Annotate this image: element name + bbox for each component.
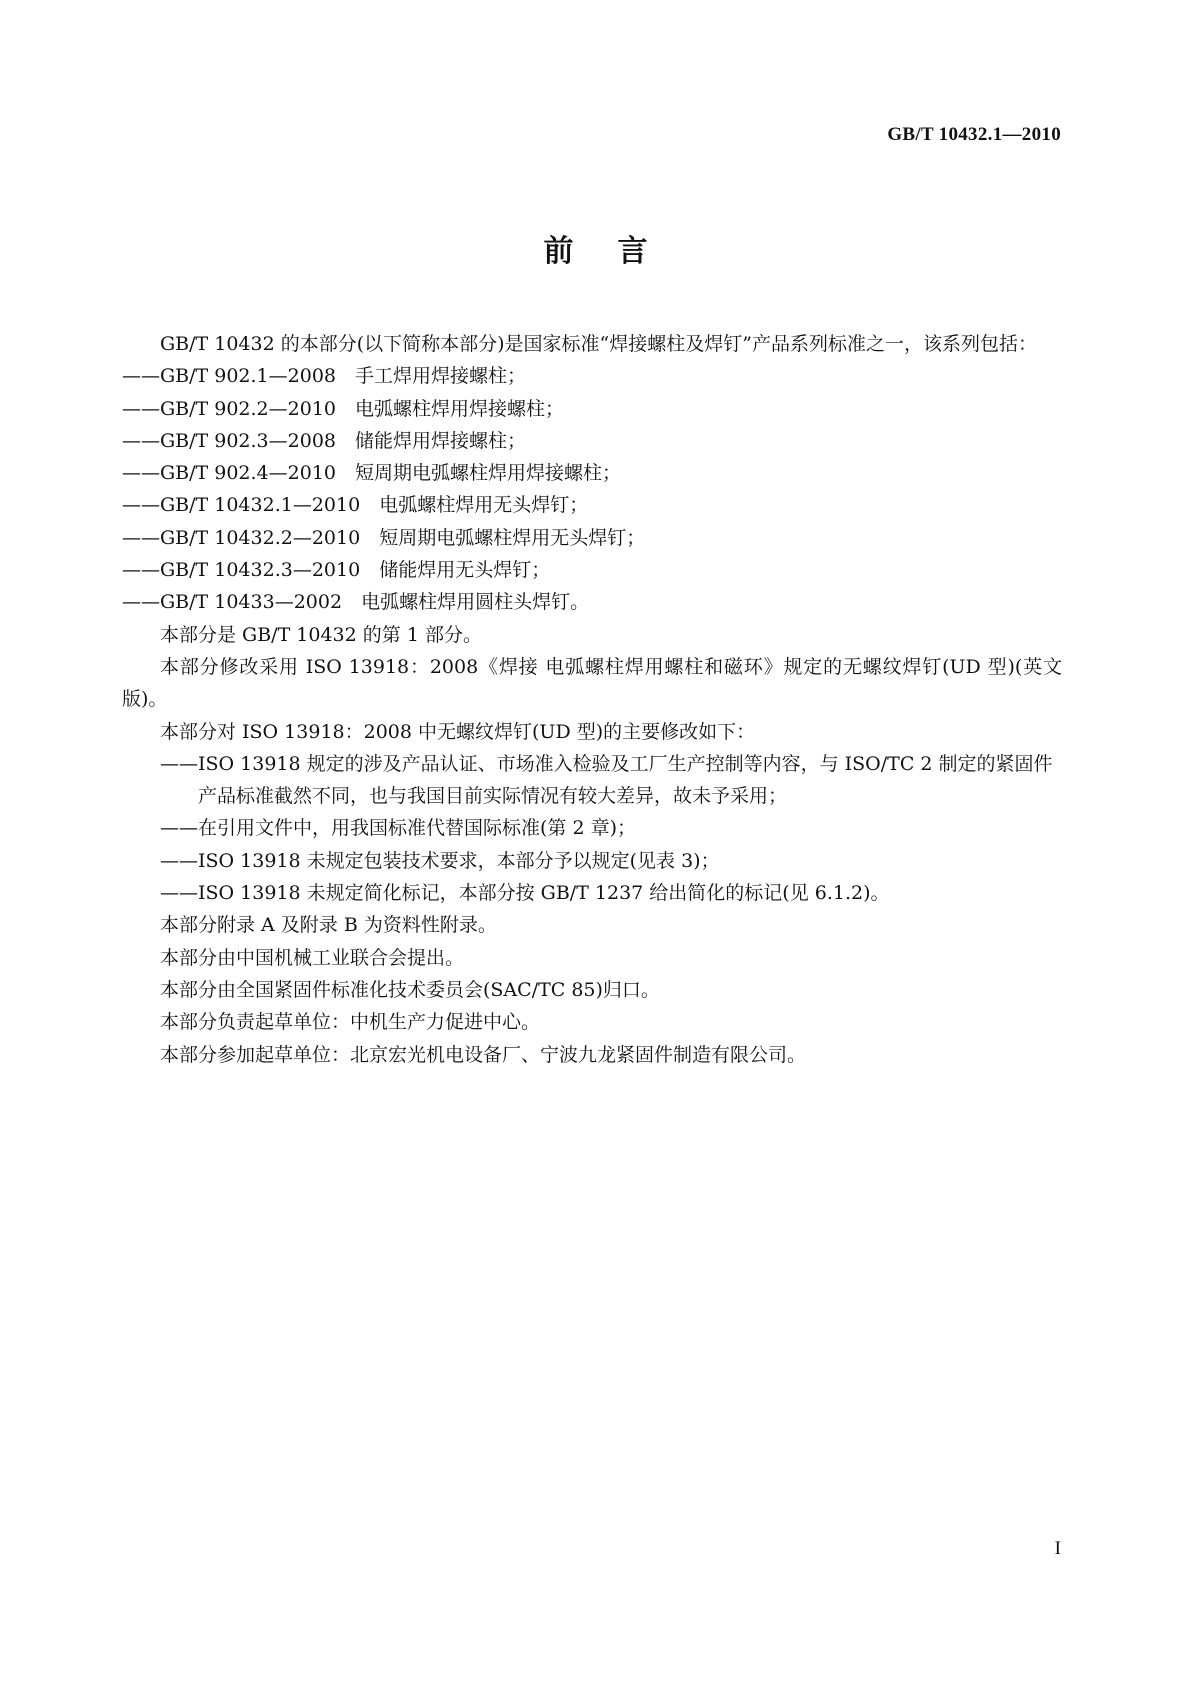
participating-units-statement: 本部分参加起草单位：北京宏光机电设备厂、宁波九龙紧固件制造有限公司。 xyxy=(160,1043,807,1066)
part-statement: 本部分是 GB/T 10432 的第 1 部分。 xyxy=(160,623,482,646)
list-item xyxy=(122,554,1062,586)
standard-code: ——GB/T 902.1—2008 xyxy=(122,365,337,388)
standard-name: 电弧螺柱焊用无头焊钉； xyxy=(379,494,589,517)
page-number: I xyxy=(1054,1538,1061,1559)
standard-name: 手工焊用焊接螺柱； xyxy=(355,365,527,388)
modification-list xyxy=(122,748,1062,909)
standard-code: ——GB/T 10432.2—2010 xyxy=(122,526,361,549)
standard-code: ——GB/T 902.2—2010 xyxy=(122,397,337,420)
modification-intro-paragraph: 本部分对 ISO 13918：2008 中无螺纹焊钉(UD 型)的主要修改如下： xyxy=(160,720,756,743)
list-item: ——ISO 13918 规定的涉及产品认证、市场准入检验及工厂生产控制等内容，与 ISO/TC 2 制定的紧固件产品标准截然不同，也与我国目前实际情况有较大差异，故未予采用； xyxy=(160,752,1053,808)
standard-name: 储能焊用焊接螺柱； xyxy=(355,429,527,452)
standard-code: ——GB/T 10433—2002 xyxy=(122,591,343,614)
committee-statement: 本部分由全国紧固件标准化技术委员会(SAC/TC 85)归口。 xyxy=(160,978,660,1001)
standard-code: ——GB/T 902.4—2010 xyxy=(122,462,337,485)
page-title: 前言 xyxy=(543,234,692,269)
annex-statement: 本部分附录 A 及附录 B 为资料性附录。 xyxy=(160,914,497,937)
list-item xyxy=(122,360,1062,392)
standard-code: ——GB/T 10432.1—2010 xyxy=(122,494,361,517)
standard-code: ——GB/T 10432.3—2010 xyxy=(122,559,361,582)
list-item xyxy=(122,522,1062,554)
list-item xyxy=(122,425,1062,457)
standard-name: 电弧螺柱焊用焊接螺柱； xyxy=(355,397,565,420)
standard-name: 短周期电弧螺柱焊用无头焊钉； xyxy=(379,526,646,549)
intro-paragraph: GB/T 10432 的本部分(以下简称本部分)是国家标准“焊接螺柱及焊钉”产品系列标准之一，该系列包括： xyxy=(160,333,1037,355)
list-item xyxy=(122,457,1062,489)
proposer-statement: 本部分由中国机械工业联合会提出。 xyxy=(160,946,465,969)
standard-name: 电弧螺柱焊用圆柱头焊钉。 xyxy=(361,591,590,614)
foreword-body xyxy=(122,328,1062,1071)
standard-name: 储能焊用无头焊钉； xyxy=(379,559,551,582)
series-list xyxy=(122,360,1062,618)
list-item: ——ISO 13918 未规定简化标记，本部分按 GB/T 1237 给出简化的标记(见 6.1.2)。 xyxy=(160,882,890,905)
list-item: ——ISO 13918 未规定包装技术要求，本部分予以规定(见表 3)； xyxy=(160,849,720,872)
standard-code: ——GB/T 902.3—2008 xyxy=(122,429,337,452)
list-item xyxy=(122,393,1062,425)
standard-name: 短周期电弧螺柱焊用焊接螺柱； xyxy=(355,462,622,485)
list-item: ——在引用文件中，用我国标准代替国际标准(第 2 章)； xyxy=(160,817,636,840)
modification-adopt-paragraph: 本部分修改采用 ISO 13918：2008《焊接 电弧螺柱焊用螺柱和磁环》规定的无螺纹焊钉(UD 型)(英文版)。 xyxy=(122,655,1062,711)
list-item xyxy=(122,586,1062,618)
drafting-unit-statement: 本部分负责起草单位：中机生产力促进中心。 xyxy=(160,1011,541,1034)
standard-code-header: GB/T 10432.1—2010 xyxy=(887,124,1061,145)
list-item xyxy=(122,489,1062,521)
